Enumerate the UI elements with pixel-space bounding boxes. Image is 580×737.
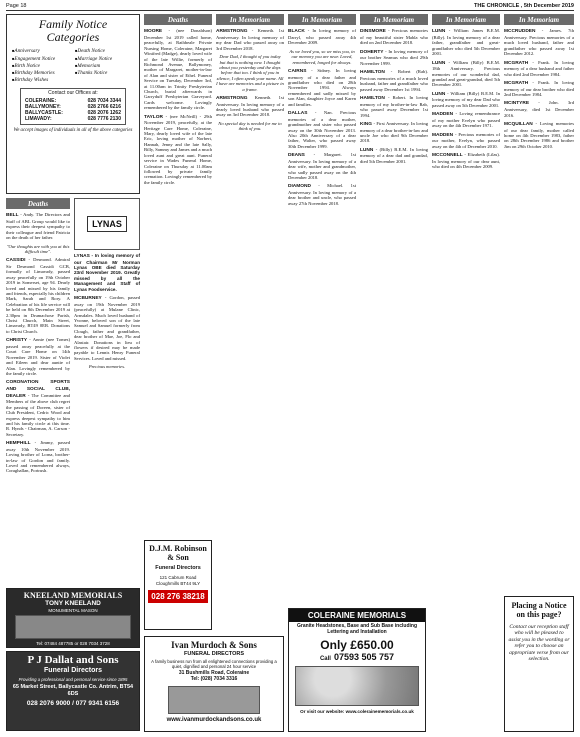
- notice-entry: ARMSTRONG - Kenneth. 1st Anniversary. In loving memory of my dear Dad who passed away on 3rd December 2018.: [216, 28, 284, 51]
- notice-entry: HAMILTON - Robert. In loving memory of my brother-in-law Rab, who passed away December 1st 1994.: [360, 95, 428, 118]
- notice-entry: LUNN - William (Billy) B.E.M. In loving memory of my dear Dad who passed away on 5th December 2001.: [432, 90, 500, 108]
- category-item: ■ Memoriam: [75, 63, 134, 69]
- column-6: In Memoriam DINSMORE - Precious memories of my beautiful sister Mabla who died on 2nd December 2018. DOHERTY - In loving memory of our brother Seamus who died 29th November 1999. HAMILTON - Robert (Rab). Precious memories of a much loved husband, father and grandfather who passed away December 1st 1994. HAMILTON - Robert. In loving memory of my brother-in-law Rab, who passed away December 1st 1994. KING - First Anniversary. In loving memory of a dear brother-in-law and uncle Joe who died 9th December 2018. LUNN - (Billy) B.E.M. In loving memory of a dear dad and grandad, died 5th December 2001.: [360, 15, 429, 164]
- family-notice-title: Family Notice Categories: [38, 17, 108, 45]
- notice-entry: HEMPHILL - Jimmy, passed away 10th November 2019. Loving brother of Lorna, brother-in-law of Gordon and family. Loved and remembered always, Coraghallan, Portrush.: [6, 440, 70, 474]
- notice-entry: LUNN - William James B.E.M. (Billy). In loving memory of a dear father, grandfather and great-grandfather who died 5th December 2001.: [432, 28, 500, 57]
- headstone-photo: [295, 666, 419, 706]
- column-8: In Memoriam MCCRUDDEN - James. 7th Anniversary. Precious memories of a much loved husband, father and grandfather who passed away 1st December 2012. MCGRATH - Frank. In loving memory of a dear husband and father who died 2nd December 1984. MCGRATH - Frank. In loving memory of our dear brother who died 2nd December 1984. MCINTYRE - John. 3rd Anniversary, died 1st December 2016. MCQUILLAN - Loving memories of our dear family, mother called home on 4th December 1983, father on 28th December 1986 and brother Jim on 29th October 2010.: [504, 15, 574, 149]
- category-list: [12, 48, 134, 83]
- djm-robinson-ad: D.J.M. Robinson & Son Funeral Directors 121 Cabrum Road Cloughmills BT44 9LY 028 276 38218: [144, 540, 212, 630]
- notice-entry: TAYLOR - (nee McNeill) - 29th November 2019, peacefully, at the Heritage Care Home, Coleraine, Mary, dearly loved wife of the late Eric, loving mother of Norbert, Hannah, Jenny and the late Sally, Billy, Sammy and James and a much loved aunt and great aunt. Funeral service in Wades Funeral Home, Coleraine on Thursday at 11.00am followed by private family cremation. Lovingly remembered by the family circle.: [144, 113, 212, 185]
- notice-verse: Precious memories.: [88, 364, 126, 370]
- notice-entry: MCCRUDDEN - James. 7th Anniversary. Precious memories of a much loved husband, father and grandfather who passed away 1st December 2012.: [504, 28, 574, 57]
- category-item: ■ Birthday Memories: [12, 70, 71, 76]
- image-note: We accept images of individuals in all of the above categories: [13, 128, 133, 134]
- office-row: COLERAINE: 028 7034 3344: [25, 97, 121, 104]
- ivan-murdoch-ad: Ivan Murdoch & Sons FUNERAL DIRECTORS A family business run from all enlightened connections providing a quiet, dignified and personal 24 hour service 31 Bushmills Road, Coleraine Tel: (028) 7034 3316 www.ivanmurdockandsons.co.uk: [144, 636, 284, 732]
- notice-entry: LYNAS - In loving memory of our Chairman Mr Norman Lynas OBE died Saturday 23rd November 2019. Greatly missed by all the Management and Staff of Lynas Foodservice.: [74, 253, 141, 292]
- notice-entry: CAIRNS - Sidney. In loving memory of a dear father and grandfather who died on 28th November 1994. Always remembered and sadly missed by son Alan, daughter Joyce and Karen and families.: [288, 67, 356, 107]
- notice-entry: MADDEN - Precious memories of our mother, Evelyn, who passed away on the 4th of December 2010.: [432, 131, 500, 149]
- masthead: [6, 3, 574, 11]
- category-item: ■ Anniversary: [12, 48, 71, 54]
- column-1: [6, 14, 141, 708]
- column-5: In Memoriam BLACK - In loving memory of Darryl, who passed away 4th December 2009. As we loved you, so we miss you, in our memory you are near. Loved, remembered, longed for always. CAIRNS - Sidney. In loving memory of a dear father and grandfather who died on 28th November 1994. Always remembered and sadly missed by son Alan, daughter Joyce and Karen and families. DALLAS - Nan. Precious memories of a dear mother, grandmother and sister who passed away on the 30th November 2013. Also 20th Anniversary of a dear father, Walter, who passed away 30th December 1999. DEANS - Margaret. 1st Anniversary. In loving memory of a dear wife, mother and grandmother, who sadly passed away on the 4th December 2018. DIAMOND - Michael. 1st Anniversary. In loving memory of a dear brother and uncle, who passed away 27th November 2018.: [288, 15, 356, 206]
- office-row: LIMAVADY: 028 7776 2130: [25, 115, 121, 122]
- paper-title: THE CHRONICLE , 5th December 2019: [474, 3, 574, 9]
- notice-verse: "Our thoughts are with you at this difficult time".: [6, 243, 70, 254]
- notice-entry: CORONATION SPORTS AND SOCIAL CLUB, DEALER - The Committee and Members of the above club regret the passing of Doreen, sister of Club President, Cedric Wood and express deepest sympathy to him and his family circle at this time. R. Hynds - Chairman, A. Carson - Secretary.: [6, 380, 70, 437]
- lynas-logo-image: LYNAS: [74, 198, 140, 250]
- notice-verse: No special day is needed for me to think of you.: [218, 120, 282, 132]
- notice-entry: DALLAS - Nan. Precious memories of a dear mother, grandmother and sister who passed away on the 30th November 2013. Also 20th Anniversary of a dear father, Walter, who passed away 30th December 1999.: [288, 110, 356, 149]
- category-item: ■ Death Notice: [75, 48, 134, 54]
- category-item: ■ Birthday Wishes: [12, 77, 71, 83]
- notice-entry: LUNN - (Billy) B.E.M. In loving memory of a dear dad and grandad, died 5th December 2001.: [360, 146, 428, 164]
- notice-entry: MCGRATH - Frank. In loving memory of our dear brother who died 2nd December 1984.: [504, 80, 574, 98]
- page-number: Page 18: [6, 3, 27, 9]
- deaths-heading: Deaths: [6, 198, 70, 209]
- kneeland-memorials-ad: KNEELAND MEMORIALS TONY KNEELAND MONUMENTAL MASON Tel: 07484 487785 or 028 7034 3728: [6, 588, 140, 648]
- notice-entry: MCGRATH - Frank. In loving memory of a dear husband and father who died 2nd December 1984.: [504, 59, 574, 77]
- notice-verse: As we loved you, so we miss you, in our memory you are near. Loved, remembered, longed for always.: [289, 48, 355, 65]
- notice-entry: MCCONNELL - Elizabeth (Lilas). In loving memory of our dear aunt, who died on 4th December 2009.: [432, 152, 500, 170]
- category-item: ■ Engagement Notice: [12, 56, 71, 62]
- notice-entry: HAMILTON - Robert (Rab). Precious memories of a much loved husband, father and grandfather who passed away December 1st 1994.: [360, 69, 428, 92]
- column-4: In Memoriam ARMSTRONG - Kenneth. 1st Anniversary. In loving memory of my dear Dad who passed away on 3rd December 2018. Dear Dad, I thought of you today but that is nothing new. I thought about you yesterday and the days before that too. I think of you in silence, I often speak your name. All I have are memories and a picture in a frame. ARMSTRONG Kenneth. 1st Anniversary. In loving memory of a dearly loved husband who passed away on 3rd December 2018. No special day is needed for me to think of you.: [216, 15, 284, 132]
- notice-entry: DEANS - Margaret. 1st Anniversary. In loving memory of a dear wife, mother and grandmother, who sadly passed away on the 4th December 2018.: [288, 152, 356, 180]
- notice-entry: DOHERTY - In loving memory of our brother Seamus who died 29th November 1999.: [360, 48, 429, 66]
- notice-verse: Dear Dad, I thought of you today but that is nothing new. I thought about you yesterday and the days before that too. I think of you in silence, I often speak your name. All I have are memories and a picture in a frame.: [216, 54, 284, 92]
- notice-entry: KING - First Anniversary. In loving memory of a dear brother-in-law and uncle Joe who died 9th December 2018.: [360, 120, 428, 144]
- contact-offices: Contact our Offices at: COLERAINE: 028 7034 3344 BALLYMONEY: 028 2766 6216 BALLYCASTLE: 028 2076 1262 LIMAVADY: 028 7776 2130: [20, 88, 126, 125]
- column-7: In Memoriam LUNN - William James B.E.M. (Billy). In loving memory of a dear father, grandfather and great-grandfather who died 5th December 2001. LUNN - William (Billy) B.E.M. 18th Anniversary. Precious memories of our wonderful dad, grandad and great-grandad, died 5th December 2001. LUNN - William (Billy) B.E.M. In loving memory of my dear Dad who passed away on 5th December 2001. MADDEN - Loving remembrance of my mother Evelyn who passed away on the 4th December 1971. MADDEN - Precious memories of our mother, Evelyn, who passed away on the 4th of December 2010. MCCONNELL - Elizabeth (Lilas). In loving memory of our dear aunt, who died on 4th December 2009.: [432, 15, 501, 170]
- notice-entry: DINSMORE - Precious memories of my beautiful sister Mabla who died on 2nd December 2018.: [360, 28, 429, 46]
- placing-notice-ad: Placing a Notice on this page? Contact our reception staff who will be pleased to assist you in the wording or refer you to choose an appropriate verse from our selection.: [504, 596, 574, 732]
- notice-entry: MADDEN - Loving remembrance of my mother Evelyn who passed away on the 4th December 1971.: [432, 111, 501, 129]
- office-row: BALLYMONEY: 028 2766 6216: [25, 103, 121, 110]
- category-item: ■ Marriage Notice: [75, 56, 134, 62]
- notice-entry: MCBURNEY - Gordon, passed away on 19th November 2019 (peacefully) at Mulane Clinic, Arnsdales. Much loved husband of Yvonne, beloved son of the late Samuel and Samuel formerly from Clough, father and grandfather, dear brother of Mae, Joe, Flo and Alastair. Donations in lieu of flowers if desired may be made payable to Lennis Henry Funeral Services. Loved and missed.: [74, 295, 140, 361]
- family-notice-box: [6, 14, 140, 194]
- coleraine-memorials-ad: COLERAINE MEMORIALS Granite Headstones, Base and Sub Base including Lettering and Installation Only £650.00 Call 07593 505 757 Or visit our website: www.colerainememorials.co.uk: [288, 608, 426, 732]
- column-3: Deaths MOORE - (nee Donaldson) December 1st 2019 called home, peacefully, at Rathbeale Private Nursing Home, Coleraine, Margaret Winifred (Madge), dearly loved wife of the late Willie, formerly of Richmond Avenue, Ballymoney, mother of Margaret, mother-in-law of Alan and sister of Ethel. Funeral Service on Tuesday, December 3rd, at 11.00am in Trinity Presbyterian Church, burial afterwards in Garryduff Presbyterian Graveyard. Cards welcome. Lovingly remembered by the family circle. TAYLOR - (nee McNeill) - 29th November 2019, peacefully, at the Heritage Care Home, Coleraine, Mary, dearly loved wife of the late Eric, loving mother of Norbert, Hannah, Jenny and the late Sally, Billy, Sammy and James and a much loved aunt and great aunt. Funeral service in Wades Funeral Home, Coleraine on Thursday at 11.00am followed by private family cremation. Lovingly remembered by the family circle.: [144, 15, 212, 185]
- pj-dallat-ad: P J Dallat and Sons Funeral Directors Providing a professional and personal service since 1895 65 Market Street, Ballycastle Co. Antrim, BT54 6DS 028 2076 9000 / 077 9341 6156: [6, 651, 140, 731]
- category-item: ■ Birth Notice: [12, 63, 71, 69]
- notice-entry: ARMSTRONG Kenneth. 1st Anniversary. In loving memory of a dearly loved husband who passed away on 3rd December 2018.: [216, 94, 284, 118]
- notice-entry: CASSIDI - Desmond. Admiral Sir Desmond Cassidi GCB, formally of Limavady, passed away peacefully on 19th October 2019 in Somerset, age 94. Dearly loved and missed by his family and friends, especially his children Mark, Sarah and Rory. A Celebration of his life service will be held on 8th December 2019 at 2.30pm in Drumachose Parish, Christ Church, Main Street, Limavady, BT49 0ER. Donations to Christ Church.: [6, 257, 70, 334]
- notice-entry: DIAMOND - Michael. 1st Anniversary. In loving memory of a dear brother and uncle, who passed away 27th November 2018.: [288, 183, 356, 206]
- notice-entry: BLACK - In loving memory of Darryl, who passed away 4th December 2009.: [288, 28, 356, 46]
- notice-entry: BELL - Andy. The Directors and Staff of ABL Group would like to express their deepest sympathy to their colleague and friend Patricia on the death of her father.: [6, 212, 70, 241]
- office-row: BALLYCASTLE: 028 2076 1262: [25, 109, 121, 116]
- notice-entry: MCQUILLAN - Loving memories of our dear family, mother called home on 4th December 1983, father on 28th December 1986 and brother Jim on 29th October 2010.: [504, 120, 574, 149]
- hearse-photo: [168, 686, 260, 714]
- notice-entry: LUNN - William (Billy) B.E.M. 18th Anniversary. Precious memories of our wonderful dad, grandad and great-grandad, died 5th December 2001.: [432, 59, 500, 88]
- category-item: ■ Thanks Notice: [75, 70, 134, 76]
- notice-entry: MOORE - (nee Donaldson) December 1st 2019 called home, peacefully, at Rathbeale Private Nursing Home, Coleraine, Margaret Winifred (Madge), dearly loved wife of the late Willie, formerly of Richmond Avenue, Ballymoney, mother of Margaret, mother-in-law of Alan and sister of Ethel. Funeral Service on Tuesday, December 3rd, at 11.00am in Trinity Presbyterian Church, burial afterwards in Garryduff Presbyterian Graveyard. Cards welcome. Lovingly remembered by the family circle.: [144, 28, 212, 111]
- notice-entry: MCINTYRE - John. 3rd Anniversary, died 1st December 2016.: [504, 100, 574, 118]
- notice-entry: CHRISTY - Annie (nee Tomes) passed away peacefully at the Court Care Home on 14th November 2019. Sister of Violet and Eileen and dear auntie of Alan. Lovingly remembered by the family circle.: [6, 337, 70, 376]
- headstone-photo: [15, 615, 131, 639]
